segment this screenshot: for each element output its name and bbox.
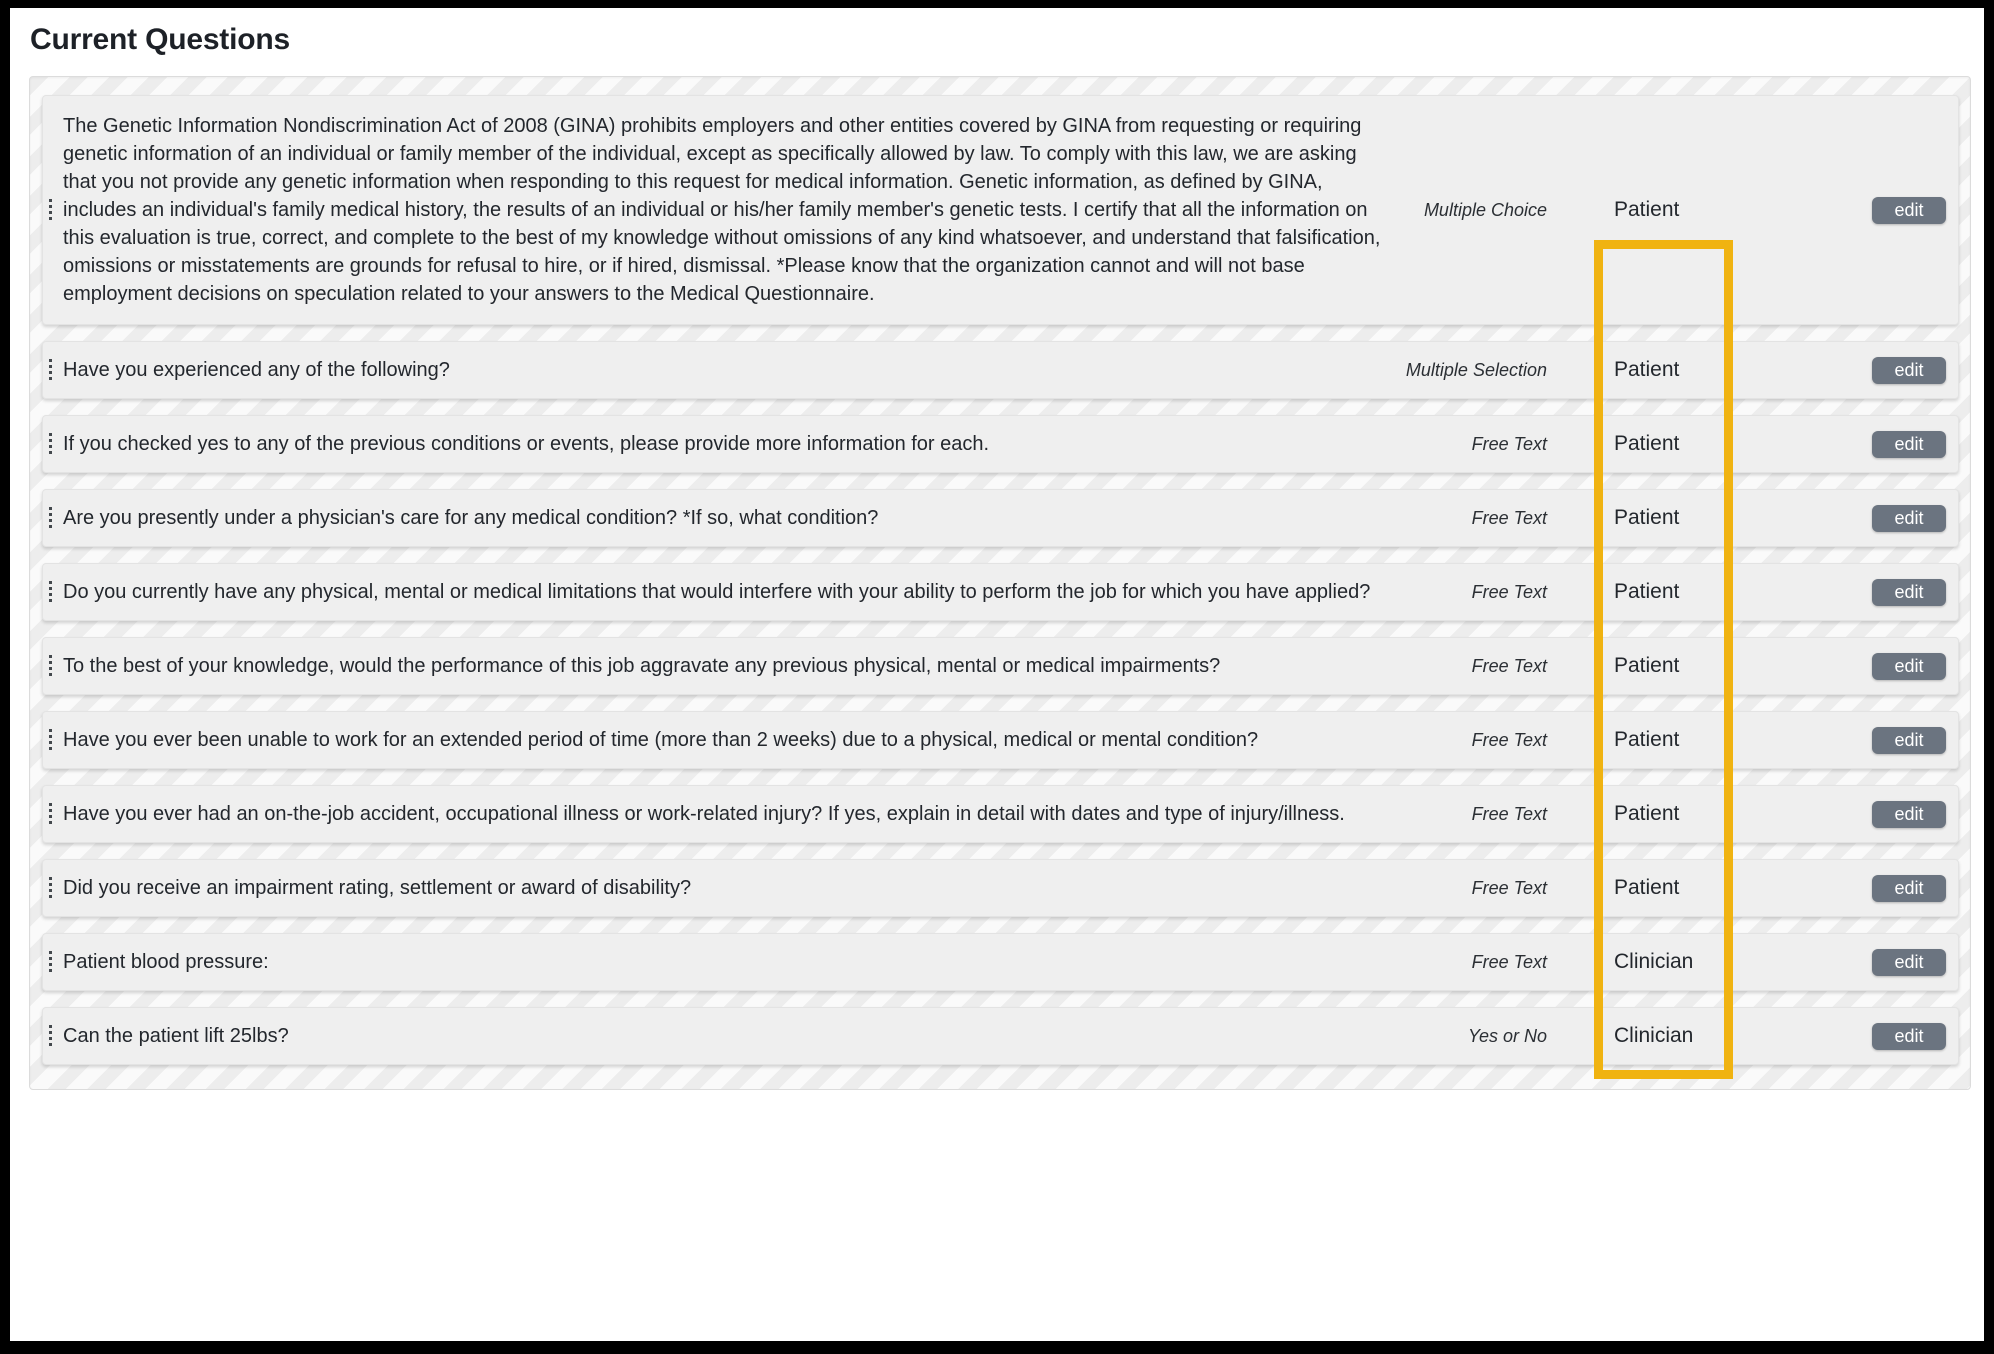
- drag-handle-icon[interactable]: [49, 877, 52, 899]
- question-text: Did you receive an impairment rating, settlement or award of disability?: [63, 877, 692, 899]
- edit-cell: [1872, 197, 1946, 224]
- edit-button[interactable]: edit: [1872, 727, 1946, 754]
- questions-panel: [29, 76, 1971, 1090]
- question-row: [42, 859, 1959, 917]
- question-text: Have you experienced any of the following?: [63, 359, 450, 381]
- question-text: Can the patient lift 25lbs?: [63, 1025, 289, 1047]
- question-audience-label: Patient: [1614, 358, 1680, 381]
- edit-button[interactable]: edit: [1872, 875, 1946, 902]
- question-type-label: Free Text: [1471, 951, 1547, 972]
- edit-button[interactable]: edit: [1872, 579, 1946, 606]
- question-type-label: Yes or No: [1467, 1025, 1547, 1046]
- question-text: Are you presently under a physician's care for any medical condition? *If so, what condition?: [63, 507, 879, 529]
- question-type-label: Free Text: [1471, 507, 1547, 528]
- drag-handle-icon[interactable]: [49, 951, 52, 973]
- question-type-label: Free Text: [1471, 433, 1547, 454]
- edit-button[interactable]: edit: [1872, 1023, 1946, 1050]
- page-title: Current Questions: [30, 23, 290, 56]
- question-text: If you checked yes to any of the previous conditions or events, please provide more information for each.: [63, 433, 990, 455]
- question-row: [42, 785, 1959, 843]
- drag-handle-icon[interactable]: [49, 581, 52, 603]
- edit-button[interactable]: edit: [1872, 801, 1946, 828]
- question-list: [42, 95, 1959, 1065]
- question-type-label: Free Text: [1471, 729, 1547, 750]
- edit-button[interactable]: edit: [1872, 949, 1946, 976]
- question-type-label: Multiple Choice: [1423, 199, 1547, 220]
- edit-button[interactable]: edit: [1872, 357, 1946, 384]
- drag-handle-icon[interactable]: [49, 199, 52, 221]
- edit-cell: [1872, 505, 1946, 532]
- edit-button[interactable]: edit: [1872, 197, 1946, 224]
- edit-button[interactable]: edit: [1872, 431, 1946, 458]
- question-audience-label: Patient: [1614, 876, 1680, 899]
- edit-button[interactable]: edit: [1872, 505, 1946, 532]
- question-row: [42, 1007, 1959, 1065]
- question-type-label: Free Text: [1471, 655, 1547, 676]
- question-row: [42, 637, 1959, 695]
- question-row: [42, 95, 1959, 325]
- edit-cell: [1872, 1023, 1946, 1050]
- edit-cell: [1872, 801, 1946, 828]
- question-text: Have you ever had an on-the-job accident, occupational illness or work-related injury? If yes, explain in detail with dates and type of injury/illness.: [63, 803, 1345, 825]
- question-row: [42, 563, 1959, 621]
- edit-button[interactable]: edit: [1872, 653, 1946, 680]
- question-text: The Genetic Information Nondiscrimination Act of 2008 (GINA) prohibits employers and other entities covered by GINA from requesting or requiring genetic information of an individual or family member of the individual, except as specifically allowed by law. To comply with this law, we are asking that you not provide any genetic information when responding to this request for medical information. Genetic information, as defined by GINA, includes an individual's family medical history, the results of an individual or his/her family member's genetic tests. I certify that all the information on this evaluation is true, correct, and complete to the best of my knowledge without omissions of any kind whatsoever, and understand that falsification, omissions or misstatements are grounds for refusal to hire, or if hired, dismissal. *Please know that the organization cannot and will not base employment decisions on speculation related to your answers to the Medical Questionnaire.: [63, 115, 1381, 305]
- question-audience-label: Patient: [1614, 802, 1680, 825]
- question-audience-label: Patient: [1614, 198, 1680, 221]
- edit-cell: [1872, 579, 1946, 606]
- edit-cell: [1872, 653, 1946, 680]
- question-audience-label: Clinician: [1614, 950, 1694, 973]
- edit-cell: [1872, 727, 1946, 754]
- question-row: [42, 489, 1959, 547]
- question-type-label: Free Text: [1471, 877, 1547, 898]
- question-row: [42, 415, 1959, 473]
- drag-handle-icon[interactable]: [49, 433, 52, 455]
- question-row: [42, 711, 1959, 769]
- edit-cell: [1872, 431, 1946, 458]
- edit-cell: [1872, 357, 1946, 384]
- question-type-label: Multiple Selection: [1405, 359, 1547, 380]
- question-audience-label: Patient: [1614, 654, 1680, 677]
- edit-cell: [1872, 949, 1946, 976]
- question-text: To the best of your knowledge, would the performance of this job aggravate any previous physical, mental or medical impairments?: [63, 655, 1221, 677]
- question-audience-label: Patient: [1614, 728, 1680, 751]
- page: [10, 8, 1984, 1341]
- question-audience-label: Patient: [1614, 432, 1680, 455]
- question-text: Have you ever been unable to work for an extended period of time (more than 2 weeks) due to a physical, medical or mental condition?: [63, 729, 1259, 751]
- question-type-label: Free Text: [1471, 581, 1547, 602]
- question-audience-label: Patient: [1614, 506, 1680, 529]
- question-text: Do you currently have any physical, mental or medical limitations that would interfere with your ability to perform the job for which you have applied?: [63, 581, 1371, 603]
- drag-handle-icon[interactable]: [49, 1025, 52, 1047]
- drag-handle-icon[interactable]: [49, 803, 52, 825]
- question-text: Patient blood pressure:: [63, 951, 269, 973]
- drag-handle-icon[interactable]: [49, 729, 52, 751]
- drag-handle-icon[interactable]: [49, 359, 52, 381]
- question-row: [42, 341, 1959, 399]
- question-audience-label: Patient: [1614, 580, 1680, 603]
- question-row: [42, 933, 1959, 991]
- question-type-label: Free Text: [1471, 803, 1547, 824]
- edit-cell: [1872, 875, 1946, 902]
- drag-handle-icon[interactable]: [49, 655, 52, 677]
- drag-handle-icon[interactable]: [49, 507, 52, 529]
- question-audience-label: Clinician: [1614, 1024, 1694, 1047]
